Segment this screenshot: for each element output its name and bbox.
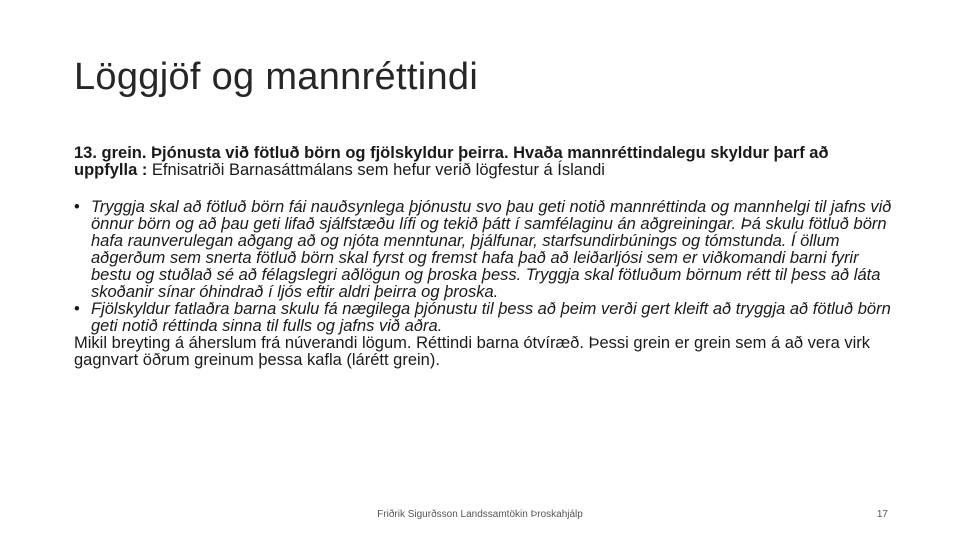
bullet-marker: • — [74, 198, 80, 216]
page-number: 17 — [876, 509, 888, 520]
bullet-marker: • — [74, 300, 80, 318]
bullet-text: Fjölskyldur fatlaðra barna skulu fá nægilega þjónustu til þess að þeim verði gert kleift að tryggja að fötluð börn geti notið réttinda sinna til fulls og jafns við aðra. — [91, 300, 891, 335]
heading-bold-text: 13. grein. Þjónusta við fötluð börn og fjölskyldur þeirra. Hvaða mannréttindalegu skyldur þarf að uppfylla : — [74, 144, 829, 179]
summary-paragraph: Mikil breyting á áherslum frá núverandi lögum. Réttindi barna ótvíræð. Þessi grein er grein sem á að vera virk gagnvart öðrum greinum þessa kafla (lárétt grein). — [74, 334, 871, 369]
footer-text: Friðrik Sigurðsson Landssamtökin Þroskahjálp — [377, 509, 583, 520]
heading-normal-text: Efnisatriði Barnasáttmálans sem hefur verið lögfestur á Íslandi — [147, 161, 605, 179]
slide-body — [74, 145, 894, 369]
bullet-item — [74, 301, 894, 335]
bullet-item — [74, 199, 894, 301]
section-heading — [74, 145, 894, 179]
slide-title: Löggjöf og mannréttindi — [74, 56, 479, 98]
bullet-text: Tryggja skal að fötluð börn fái nauðsynlega þjónustu svo þau geti notið mannréttinda og mannhelgi til jafns við önnur börn og að þau geti lifað sjálfstæðu lífi og tekið þátt í samfélaginu án aðgreiningar. Þá skulu fötluð börn hafa raunverulegan aðgang að og njóta menntunar, þjálfunar, starfsundirbúnings og tómstunda. Í öllum aðgerðum sem snerta fötluð börn skal fyrst og fremst hafa það að leiðarljósi sem er viðkomandi barni fyrir bestu og stuðlað sé að félagslegri aðlögun og þroska þess. Tryggja skal fötluðum börnum rétt til þess að láta skoðanir sínar óhindrað í ljós eftir aldri þeirra og þroska. — [91, 198, 892, 301]
bullet-list — [74, 199, 894, 335]
